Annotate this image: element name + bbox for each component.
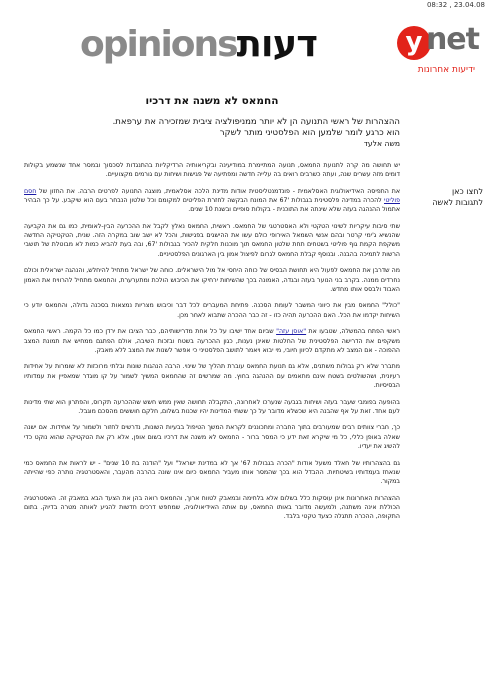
paragraph-text-tail: שביום אחד ישיבו על כל אחת מדרישותיהם, כבר הציבו את ירדן כמו כל הקמה. ראשי החמאס משקפים את הדרישה הפלסטינית של החלטות שאינן נענות, כגון ההכרעה בשטח ובזכות השיבה, אולם הפתגם ממחיש את תמונת המצב ההפוכה - אם המצב לא מתקדם לכיוון חיובי, מי יבוא ויאמר לתושב הפלסטיני כי אפשר לשנות את המצב ללא מאבק. xyxy=(24,328,400,354)
article-paragraph xyxy=(24,459,400,487)
header xyxy=(0,16,491,84)
paragraph-text: מה שדרבן את החמאס לפעול היא תחושת הבסיס של כוחה היחסי אל מול הישראלים. כוחה של ישראל מתחיל להיחלש, והנהגה ישראלית וכולם נחרדים ממנה. בקרב בני הנוער בעזה ובגדה, האמונה בכך שהשיחות ירחיקו את הכיבוש הולכת ומתערערת, והחמאס מתחיל להרוויח את האמון האבוד ולבסס אותו מחדש. xyxy=(24,267,400,293)
article-paragraph xyxy=(24,266,400,294)
article-paragraph xyxy=(24,187,400,215)
paragraph-text: בהופעה בפומבי שעבר בעזה ושיחות בגבעה שנערכו לאחרונה, התקבלה תחושה שאין ממש חשש שההכרעה תקרוס, והפתרון הוא שתי מדינות לעם אחד. זאת על אף שהבנה היא שכשלא מדובר על כך ששתי המדינות יהיו שכנות בשלום, חלקם חוששים מהסכם מוגבל. xyxy=(24,398,400,415)
article-paragraph xyxy=(24,161,400,179)
paragraph-text: את התפיסה האידיאולוגית האסלאמית - פונדמנטליסטית אודות מדינת הלכה אסלאמית, מוצגה התנועה לפרטים הרבה. את החזון של xyxy=(36,187,400,195)
article-paragraph xyxy=(24,327,400,355)
paragraph-text: יש תחושה מה קרה לתנועת החמאס, תנועה המתיימרת במודיעינה ובקריאותיה הרדיקליות בהתנגדות לסכסוך ובמסר אחד שנשמע בקולות דומים מזה עשרים שנה, ועתה כשרבים רואים בה עלייה חדשה ומפתיעה של פגישות ושיחות עם גורמים מקצועיים. xyxy=(24,162,400,179)
timestamp: 08:32 , 23.04.08 xyxy=(426,1,485,9)
brand-english: opinions xyxy=(80,24,237,65)
article-body xyxy=(24,161,400,521)
article-paragraph xyxy=(24,222,400,259)
paragraph-text: גם בהצהרותיו של חאלד משעל אודות "הכרה בגבולות 67' אך לא במדינת ישראל" ועל "הודנה בת 10 שנים" - יש לראות את החמאס כמי שנאחז בעמדותיו בשיטתיות. ההבדל הוא בכך שהמסר אותו מעביר החמאס כיום אינו שונה בהרבה מהעבר, והאסטרטגיה נותרה כפי שהייתה במקור. xyxy=(24,459,400,485)
paragraph-text-tail: להכרה במדינה פלסטינית בגבולות '67 את המונח הבקשה לחזרת הפליטים למקומם וכל שלטון הנבחר בעם הוא שיקבע. על כך הבהיר אתמול ההנהגה בעזה שלא שינתה את התוכנית - בקולות סופיים ובשנת 10 שנים. xyxy=(24,197,400,214)
ynet-subtitle: ידיעות אחרונות xyxy=(417,65,475,75)
article xyxy=(24,94,400,529)
ynet-net-text: net xyxy=(425,22,479,57)
article-author: משה אלעד xyxy=(363,139,400,148)
paragraph-text: ראשי הפתח בהמשלה, שטבעו את xyxy=(306,328,400,336)
article-title: החמאס לא משנה את דרכיו xyxy=(145,95,279,107)
article-paragraph xyxy=(24,398,400,416)
paragraph-text: כך, חברי צוותים רבים שמעורבים בתוך החברה ומתכוננים לקראת המשך הטיפול בבעיות השונות, נדרשים לחזור ולשמור על אחידות. אם ישנה שאלה באופן כללי, כל מי שיקרא זאת ידע כי המסר ברור - החמאס לא משנה את דרכיו בשום אופן, אלא רק את הטקטיקה שהוא נוקט כדי להשיג את יעדיו. xyxy=(24,424,400,450)
article-subtitle-line-2: הוא כרגע לומר שלמען הוא הפלסטיני מותר לשקר xyxy=(219,128,400,138)
inline-link[interactable]: "אוסן עזה" xyxy=(276,328,307,336)
opinions-logo[interactable] xyxy=(80,24,317,64)
article-paragraph xyxy=(24,423,400,451)
paragraph-text: מתברר שלא רק גבולות משתנים, אלא גם תנועת החמאס עוברת תהליך של שינוי. הרבה הנהגות שונות ובלתי מרוכזות לא שומרות על אחידות רעיונית, ושהשולטים בשטח אינם מתאמים עם ההנהגה בחוץ. מה שמרשים זה שהחמאס המשיך לשמור על קו מוגדר שמאפיין את עמדותיו הבסיסיות. xyxy=(24,363,400,389)
paragraph-text: שתי סיבות עיקריות לשינוי הטקטי ולא האסטרטגי של החמאס. ראשית, החמאס נאלץ לקבל את ההכרעה הבין-לאומית, כמו גם את הקביעה שהנשיא ג'ימי קרטר ובהם אנשי השמאל האירופי כולם עשו את ההישגים בפגישות, והכל לא ישב שוב במקרה הזה. שנית, הטקטיקה החדשה משקפת הקמת גוף פוליטי בשטחים תחת שלטון החמאס תוך מוכנות חלקית להכיר בגבולות '67, ובה בעת להביא כמות לא מבוטלת של תושבי הרשות לתמיכה בהבנה. ובנוסף קבלת החמאס לגרום לפיצול אמון בין הארגונים הפלסטיניים. xyxy=(24,223,400,258)
sidebar-talkback-link[interactable] xyxy=(423,186,483,208)
brand-hebrew: דעות xyxy=(236,22,317,65)
sidebar-line-1: לחצו כאן xyxy=(452,187,483,196)
inline-link[interactable]: חסם פוליטי xyxy=(24,187,400,205)
article-paragraph xyxy=(24,301,400,319)
article-paragraph xyxy=(24,362,400,390)
paragraph-text: "כולל" החמאס מבין את כיווני המשבר לעומת הסכנה. פתיחת המעברים לכל דבר וכיבוש מצריות נמצאות בסכנה גדולה, והחמאס יודע כי השיחות יקדמו את הכל. האם ההכרעה תהיה כזו - זה כבר ההכרה שתבוא לאחר מכן. xyxy=(24,302,400,319)
article-paragraph xyxy=(24,494,400,522)
article-subtitle-line-1: ההצהרות של ראשי התנועה הן לא יותר ממניפולציה ציבית שמזכירה את ערפאת. xyxy=(112,117,400,127)
sidebar-line-2: לתגובות לאשה xyxy=(432,198,483,207)
ynet-logo[interactable] xyxy=(393,20,485,84)
paragraph-text: ההצהרות האחרונות אינן עוסקות כלל בשלום אלא בלחימה ובמאבק לטווח ארוך, והחמאס רואה בהן את הצעד הבא במאבק זה. האסטרטגיה הכוללת אינה משתנה, ולמעשה מדובר באותו החמאס, עם אותה האידיאולוגיה, שמחפש דרכים חדשות להגיע לאותה מטרה בדיוק. בתום התקופה, ההכרה תתגלה כצעד טקטי בלבד. xyxy=(24,494,400,521)
ynet-y-letter: y xyxy=(397,26,431,60)
